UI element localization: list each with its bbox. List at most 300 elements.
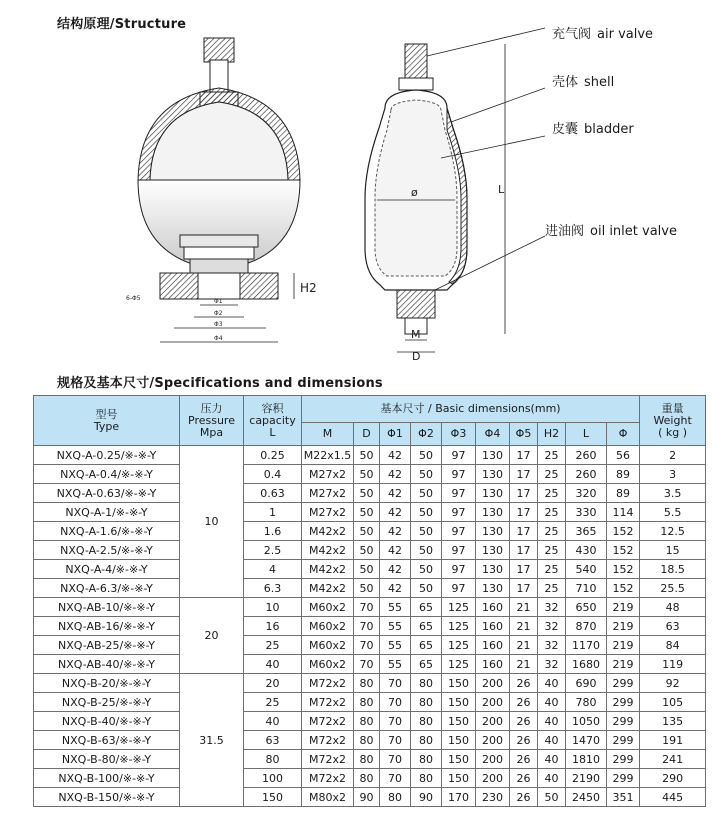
type-cell: NXQ-A-0.63/※-※-Y: [34, 484, 180, 503]
capacity-cell: 100: [244, 769, 302, 788]
weight-cell: 12.5: [640, 522, 706, 541]
l-cell: 430: [566, 541, 607, 560]
type-cell: NXQ-AB-10/※-※-Y: [34, 598, 180, 617]
phi4-cell: 160: [476, 617, 510, 636]
m-cell: M42x2: [302, 522, 354, 541]
l-cell: 710: [566, 579, 607, 598]
phi1-cell: 70: [380, 674, 411, 693]
h2-cell: 25: [538, 465, 566, 484]
d-cell: 50: [354, 579, 380, 598]
air-valve-en: air valve: [597, 27, 654, 42]
m-cell: M80x2: [302, 788, 354, 807]
h2-cell: 32: [538, 655, 566, 674]
table-row: [34, 636, 706, 655]
table-row: [34, 503, 706, 522]
basic-dimensions-header: 基本尺寸 / Basic dimensions(mm): [302, 396, 640, 423]
l-cell: 1050: [566, 712, 607, 731]
d-cell: 50: [354, 522, 380, 541]
table-row: [34, 465, 706, 484]
m-cell: M60x2: [302, 617, 354, 636]
phi1-cell: 80: [380, 788, 411, 807]
type-cell: NXQ-B-20/※-※-Y: [34, 674, 180, 693]
m-header: M: [302, 423, 354, 446]
phi-cell: 219: [607, 598, 640, 617]
phi2-cell: 50: [411, 541, 442, 560]
phi2-cell: 50: [411, 465, 442, 484]
phi2-cell: 80: [411, 693, 442, 712]
capacity-cell: 40: [244, 655, 302, 674]
phi-cell: 56: [607, 446, 640, 465]
l-cell: 870: [566, 617, 607, 636]
h2-header: H2: [538, 423, 566, 446]
phi3-cell: 97: [442, 465, 476, 484]
l-cell: 330: [566, 503, 607, 522]
bladder-callout: [552, 118, 634, 137]
type-cell: NXQ-AB-40/※-※-Y: [34, 655, 180, 674]
phi3-cell: 150: [442, 693, 476, 712]
phi1-cell: 42: [380, 579, 411, 598]
phi-cell: 152: [607, 541, 640, 560]
m-cell: M42x2: [302, 560, 354, 579]
phi-header: Φ: [607, 423, 640, 446]
bladder-cn: 皮囊: [552, 122, 579, 137]
phi1-cell: 55: [380, 617, 411, 636]
phi1-cell: 70: [380, 750, 411, 769]
m-cell: M27x2: [302, 503, 354, 522]
phi2-cell: 50: [411, 522, 442, 541]
phi-cell: 152: [607, 522, 640, 541]
phi2-header: Φ2: [411, 423, 442, 446]
phi-cell: 219: [607, 617, 640, 636]
phi3-cell: 97: [442, 579, 476, 598]
d-cell: 80: [354, 712, 380, 731]
capacity-cell: 6.3: [244, 579, 302, 598]
m-cell: M60x2: [302, 636, 354, 655]
phi2-cell: 80: [411, 769, 442, 788]
weight-cell: 25.5: [640, 579, 706, 598]
phi5-cell: 26: [510, 750, 538, 769]
phi4-label: Φ4: [214, 335, 223, 342]
phi1-label: Φ1: [214, 298, 223, 305]
type-cell: NXQ-A-4/※-※-Y: [34, 560, 180, 579]
phi2-cell: 65: [411, 636, 442, 655]
phi4-header: Φ4: [476, 423, 510, 446]
weight-header: 重量 Weight ( kg ): [640, 396, 706, 446]
phi4-cell: 130: [476, 484, 510, 503]
phi4-cell: 200: [476, 693, 510, 712]
phi3-cell: 97: [442, 484, 476, 503]
phi-cell: 89: [607, 484, 640, 503]
m-cell: M27x2: [302, 465, 354, 484]
type-cell: NXQ-A-1.6/※-※-Y: [34, 522, 180, 541]
weight-cell: 119: [640, 655, 706, 674]
phi2-cell: 80: [411, 750, 442, 769]
table-row: [34, 617, 706, 636]
d-cell: 50: [354, 541, 380, 560]
h2-cell: 40: [538, 693, 566, 712]
phi5-cell: 26: [510, 788, 538, 807]
oil-valve-cn: 进油阀: [545, 224, 585, 239]
capacity-cell: 1: [244, 503, 302, 522]
l-label: L: [498, 183, 505, 196]
capacity-cell: 150: [244, 788, 302, 807]
capacity-cell: 1.6: [244, 522, 302, 541]
phi4-cell: 130: [476, 541, 510, 560]
air-valve-callout: [552, 23, 653, 42]
phi5-cell: 26: [510, 712, 538, 731]
m-cell: M72x2: [302, 731, 354, 750]
phi4-cell: 200: [476, 769, 510, 788]
phi4-cell: 160: [476, 636, 510, 655]
m-cell: M72x2: [302, 693, 354, 712]
phi2-cell: 50: [411, 484, 442, 503]
phi1-cell: 42: [380, 522, 411, 541]
weight-cell: 3.5: [640, 484, 706, 503]
d-cell: 80: [354, 769, 380, 788]
table-row: [34, 484, 706, 503]
capacity-cell: 40: [244, 712, 302, 731]
h2-cell: 50: [538, 788, 566, 807]
weight-cell: 191: [640, 731, 706, 750]
pressure-cell: 10: [180, 446, 244, 598]
d-cell: 70: [354, 617, 380, 636]
phi-cell: 152: [607, 560, 640, 579]
phi3-cell: 150: [442, 674, 476, 693]
h2-cell: 40: [538, 674, 566, 693]
phi2-cell: 50: [411, 503, 442, 522]
phi5-cell: 17: [510, 579, 538, 598]
type-cell: NXQ-A-0.25/※-※-Y: [34, 446, 180, 465]
weight-cell: 48: [640, 598, 706, 617]
phi4-cell: 130: [476, 465, 510, 484]
phi5-cell: 17: [510, 522, 538, 541]
table-row: [34, 788, 706, 807]
type-cell: NXQ-A-0.4/※-※-Y: [34, 465, 180, 484]
h2-cell: 25: [538, 579, 566, 598]
phi5-cell: 26: [510, 674, 538, 693]
type-cell: NXQ-A-1/※-※-Y: [34, 503, 180, 522]
weight-cell: 445: [640, 788, 706, 807]
type-cell: NXQ-AB-25/※-※-Y: [34, 636, 180, 655]
d-cell: 70: [354, 598, 380, 617]
weight-cell: 18.5: [640, 560, 706, 579]
pressure-header: 压力 Pressure Mpa: [180, 396, 244, 446]
phi2-cell: 65: [411, 617, 442, 636]
type-header: 型号 Type: [34, 396, 180, 446]
weight-cell: 84: [640, 636, 706, 655]
phi3-cell: 97: [442, 522, 476, 541]
weight-cell: 92: [640, 674, 706, 693]
weight-cell: 15: [640, 541, 706, 560]
phi-cell: 152: [607, 579, 640, 598]
l-cell: 320: [566, 484, 607, 503]
capacity-cell: 0.4: [244, 465, 302, 484]
phi4-cell: 130: [476, 522, 510, 541]
phi1-cell: 42: [380, 484, 411, 503]
phi2-cell: 50: [411, 579, 442, 598]
phi4-cell: 130: [476, 503, 510, 522]
shell-en: shell: [584, 75, 615, 90]
d-cell: 80: [354, 674, 380, 693]
bladder-accumulator-drawing: [355, 18, 705, 363]
table-row: [34, 522, 706, 541]
m-cell: M42x2: [302, 579, 354, 598]
phi5-cell: 21: [510, 636, 538, 655]
phi2-cell: 65: [411, 655, 442, 674]
phi5-cell: 21: [510, 617, 538, 636]
phi2-cell: 80: [411, 731, 442, 750]
d-cell: 50: [354, 503, 380, 522]
pressure-cell: 31.5: [180, 674, 244, 807]
phi2-cell: 50: [411, 560, 442, 579]
phi1-cell: 55: [380, 655, 411, 674]
phi-cell: 219: [607, 655, 640, 674]
m-cell: M72x2: [302, 674, 354, 693]
table-row: [34, 712, 706, 731]
type-cell: NXQ-AB-16/※-※-Y: [34, 617, 180, 636]
type-cell: NXQ-B-100/※-※-Y: [34, 769, 180, 788]
phi-label: ø: [411, 186, 418, 199]
table-row: [34, 579, 706, 598]
capacity-cell: 0.25: [244, 446, 302, 465]
h2-label: H2: [300, 281, 317, 295]
weight-cell: 135: [640, 712, 706, 731]
phi4-cell: 130: [476, 579, 510, 598]
table-row: [34, 541, 706, 560]
l-cell: 690: [566, 674, 607, 693]
h2-cell: 40: [538, 712, 566, 731]
m-label: M: [411, 328, 421, 341]
phi2-cell: 90: [411, 788, 442, 807]
phi3-cell: 150: [442, 750, 476, 769]
table-row: [34, 655, 706, 674]
type-cell: NXQ-A-2.5/※-※-Y: [34, 541, 180, 560]
l-cell: 1680: [566, 655, 607, 674]
phi4-cell: 130: [476, 560, 510, 579]
phi3-cell: 97: [442, 560, 476, 579]
l-header: L: [566, 423, 607, 446]
d-header: D: [354, 423, 380, 446]
phi4-cell: 200: [476, 712, 510, 731]
bladder-en: bladder: [584, 122, 634, 137]
m-cell: M72x2: [302, 769, 354, 788]
weight-cell: 2: [640, 446, 706, 465]
d-cell: 70: [354, 655, 380, 674]
d-cell: 70: [354, 636, 380, 655]
l-cell: 1170: [566, 636, 607, 655]
capacity-cell: 20: [244, 674, 302, 693]
type-cell: NXQ-A-6.3/※-※-Y: [34, 579, 180, 598]
capacity-cell: 80: [244, 750, 302, 769]
d-cell: 50: [354, 465, 380, 484]
weight-cell: 63: [640, 617, 706, 636]
h2-cell: 40: [538, 769, 566, 788]
l-cell: 365: [566, 522, 607, 541]
h2-cell: 25: [538, 484, 566, 503]
phi4-cell: 200: [476, 731, 510, 750]
phi1-cell: 42: [380, 446, 411, 465]
phi3-cell: 125: [442, 636, 476, 655]
phi3-cell: 150: [442, 731, 476, 750]
h2-cell: 32: [538, 598, 566, 617]
shell-cn: 壳体: [552, 75, 579, 90]
spec-table: [33, 395, 706, 807]
d-label: D: [412, 350, 421, 363]
l-cell: 260: [566, 446, 607, 465]
l-cell: 2450: [566, 788, 607, 807]
d-cell: 50: [354, 560, 380, 579]
phi2-cell: 80: [411, 712, 442, 731]
spec-title: 规格及基本尺寸/Specifications and dimensions: [57, 376, 383, 391]
phi3-cell: 125: [442, 655, 476, 674]
h2-cell: 40: [538, 731, 566, 750]
table-row: [34, 560, 706, 579]
h2-cell: 25: [538, 503, 566, 522]
m-cell: M72x2: [302, 712, 354, 731]
h2-cell: 25: [538, 541, 566, 560]
capacity-cell: 16: [244, 617, 302, 636]
capacity-cell: 25: [244, 636, 302, 655]
table-row: [34, 731, 706, 750]
phi3-cell: 97: [442, 503, 476, 522]
capacity-cell: 2.5: [244, 541, 302, 560]
structure-title: 结构原理/Structure: [57, 17, 187, 32]
phi5-cell: 17: [510, 484, 538, 503]
phi2-cell: 80: [411, 674, 442, 693]
l-cell: 650: [566, 598, 607, 617]
h2-cell: 32: [538, 617, 566, 636]
phi-cell: 299: [607, 731, 640, 750]
m-cell: M27x2: [302, 484, 354, 503]
phi5-cell: 26: [510, 731, 538, 750]
phi1-cell: 55: [380, 636, 411, 655]
pressure-cell: 20: [180, 598, 244, 674]
phi4-cell: 130: [476, 446, 510, 465]
phi3-cell: 97: [442, 541, 476, 560]
phi2-cell: 50: [411, 446, 442, 465]
h2-cell: 40: [538, 750, 566, 769]
phi1-cell: 55: [380, 598, 411, 617]
phi3-cell: 125: [442, 598, 476, 617]
phi5-header: Φ5: [510, 423, 538, 446]
weight-cell: 105: [640, 693, 706, 712]
phi5-label: 6-Φ5: [126, 295, 141, 302]
phi3-cell: 150: [442, 769, 476, 788]
shell-callout: [552, 71, 614, 90]
phi5-cell: 17: [510, 446, 538, 465]
phi2-label: Φ2: [214, 310, 223, 317]
phi1-cell: 42: [380, 465, 411, 484]
phi1-cell: 42: [380, 503, 411, 522]
phi1-header: Φ1: [380, 423, 411, 446]
phi-cell: 299: [607, 674, 640, 693]
m-cell: M22x1.5: [302, 446, 354, 465]
table-row: [34, 598, 706, 617]
phi-cell: 299: [607, 750, 640, 769]
spec-table-body: [34, 446, 706, 807]
phi-cell: 219: [607, 636, 640, 655]
phi2-cell: 65: [411, 598, 442, 617]
phi3-cell: 170: [442, 788, 476, 807]
d-cell: 50: [354, 484, 380, 503]
d-cell: 80: [354, 693, 380, 712]
phi-cell: 114: [607, 503, 640, 522]
h2-cell: 25: [538, 522, 566, 541]
phi1-cell: 42: [380, 560, 411, 579]
phi5-cell: 21: [510, 598, 538, 617]
phi1-cell: 70: [380, 712, 411, 731]
l-cell: 780: [566, 693, 607, 712]
h2-cell: 32: [538, 636, 566, 655]
phi-cell: 299: [607, 693, 640, 712]
capacity-cell: 63: [244, 731, 302, 750]
air-valve-cn: 充气阀: [552, 27, 592, 42]
l-cell: 540: [566, 560, 607, 579]
capacity-cell: 25: [244, 693, 302, 712]
phi5-cell: 17: [510, 503, 538, 522]
capacity-header: 容积 capacity L: [244, 396, 302, 446]
phi-cell: 89: [607, 465, 640, 484]
type-cell: NXQ-B-150/※-※-Y: [34, 788, 180, 807]
h2-cell: 25: [538, 560, 566, 579]
m-cell: M42x2: [302, 541, 354, 560]
d-cell: 80: [354, 731, 380, 750]
phi5-cell: 17: [510, 541, 538, 560]
phi4-cell: 230: [476, 788, 510, 807]
phi4-cell: 200: [476, 750, 510, 769]
phi4-cell: 200: [476, 674, 510, 693]
phi3-header: Φ3: [442, 423, 476, 446]
l-cell: 260: [566, 465, 607, 484]
table-row: [34, 693, 706, 712]
weight-cell: 241: [640, 750, 706, 769]
type-cell: NXQ-B-25/※-※-Y: [34, 693, 180, 712]
phi4-cell: 160: [476, 598, 510, 617]
table-row: [34, 750, 706, 769]
weight-cell: 5.5: [640, 503, 706, 522]
oil-valve-callout: [545, 220, 677, 239]
phi3-cell: 97: [442, 446, 476, 465]
phi-cell: 299: [607, 712, 640, 731]
table-row: [34, 446, 706, 465]
d-cell: 80: [354, 750, 380, 769]
type-cell: NXQ-B-40/※-※-Y: [34, 712, 180, 731]
weight-cell: 3: [640, 465, 706, 484]
capacity-cell: 0.63: [244, 484, 302, 503]
l-cell: 2190: [566, 769, 607, 788]
phi-cell: 351: [607, 788, 640, 807]
phi-cell: 299: [607, 769, 640, 788]
phi5-cell: 26: [510, 769, 538, 788]
table-row: [34, 674, 706, 693]
type-cell: NXQ-B-63/※-※-Y: [34, 731, 180, 750]
h2-cell: 25: [538, 446, 566, 465]
m-cell: M60x2: [302, 598, 354, 617]
phi3-cell: 125: [442, 617, 476, 636]
type-cell: NXQ-B-80/※-※-Y: [34, 750, 180, 769]
phi5-cell: 17: [510, 465, 538, 484]
cutaway-sphere-drawing: [120, 30, 320, 360]
l-cell: 1470: [566, 731, 607, 750]
phi1-cell: 70: [380, 693, 411, 712]
d-cell: 50: [354, 446, 380, 465]
phi1-cell: 42: [380, 541, 411, 560]
capacity-cell: 4: [244, 560, 302, 579]
phi1-cell: 70: [380, 731, 411, 750]
phi5-cell: 21: [510, 655, 538, 674]
d-cell: 90: [354, 788, 380, 807]
phi5-cell: 17: [510, 560, 538, 579]
